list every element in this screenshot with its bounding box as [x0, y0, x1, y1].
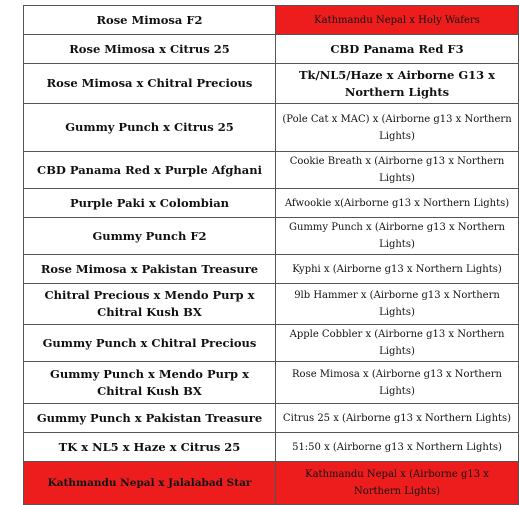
left-cell: Chitral Precious x Mendo Purp x Chitral Kush BX: [24, 284, 276, 325]
left-cell: Gummy Punch x Mendo Purp x Chitral Kush BX: [24, 362, 276, 404]
right-cell: Rose Mimosa x (Airborne g13 x Northern Lights): [276, 362, 519, 404]
left-cell: CBD Panama Red x Purple Afghani: [24, 152, 276, 189]
table-row: [24, 462, 519, 505]
left-cell: Gummy Punch x Pakistan Treasure: [24, 404, 276, 433]
right-cell: Tk/NL5/Haze x Airborne G13 x Northern Lights: [276, 64, 519, 104]
table-row: [24, 189, 519, 218]
table-row: [24, 152, 519, 189]
table-row: [24, 362, 519, 404]
table-row: [24, 325, 519, 362]
left-cell: Rose Mimosa x Chitral Precious: [24, 64, 276, 104]
right-cell: Citrus 25 x (Airborne g13 x Northern Lights): [276, 404, 519, 433]
left-cell: Rose Mimosa x Pakistan Treasure: [24, 255, 276, 284]
left-cell: TK x NL5 x Haze x Citrus 25: [24, 433, 276, 462]
right-cell: Kyphi x (Airborne g13 x Northern Lights): [276, 255, 519, 284]
left-cell: Gummy Punch F2: [24, 218, 276, 255]
table-row: [24, 284, 519, 325]
right-cell: CBD Panama Red F3: [276, 35, 519, 64]
right-cell: 9lb Hammer x (Airborne g13 x Northern Lights): [276, 284, 519, 325]
left-cell: Rose Mimosa F2: [24, 6, 276, 35]
table-row: [24, 433, 519, 462]
right-cell: 51:50 x (Airborne g13 x Northern Lights): [276, 433, 519, 462]
left-cell: Rose Mimosa x Citrus 25: [24, 35, 276, 64]
table-row: [24, 6, 519, 35]
strain-table-body: [24, 6, 519, 505]
table-row: [24, 255, 519, 284]
right-cell: Apple Cobbler x (Airborne g13 x Northern Lights): [276, 325, 519, 362]
left-cell: Gummy Punch x Citrus 25: [24, 104, 276, 152]
right-cell: Gummy Punch x (Airborne g13 x Northern Lights): [276, 218, 519, 255]
table-row: [24, 104, 519, 152]
right-cell: (Pole Cat x MAC) x (Airborne g13 x Northern Lights): [276, 104, 519, 152]
right-cell: Kathmandu Nepal x (Airborne g13 x Northern Lights): [276, 462, 519, 505]
left-cell: Kathmandu Nepal x Jalalabad Star: [24, 462, 276, 505]
strain-table: [23, 5, 519, 505]
table-row: [24, 35, 519, 64]
right-cell: Kathmandu Nepal x Holy Wafers: [276, 6, 519, 35]
right-cell: Cookie Breath x (Airborne g13 x Northern Lights): [276, 152, 519, 189]
table-row: [24, 64, 519, 104]
left-cell: Purple Paki x Colombian: [24, 189, 276, 218]
table-row: [24, 404, 519, 433]
right-cell: Afwookie x(Airborne g13 x Northern Lights): [276, 189, 519, 218]
table-row: [24, 218, 519, 255]
left-cell: Gummy Punch x Chitral Precious: [24, 325, 276, 362]
